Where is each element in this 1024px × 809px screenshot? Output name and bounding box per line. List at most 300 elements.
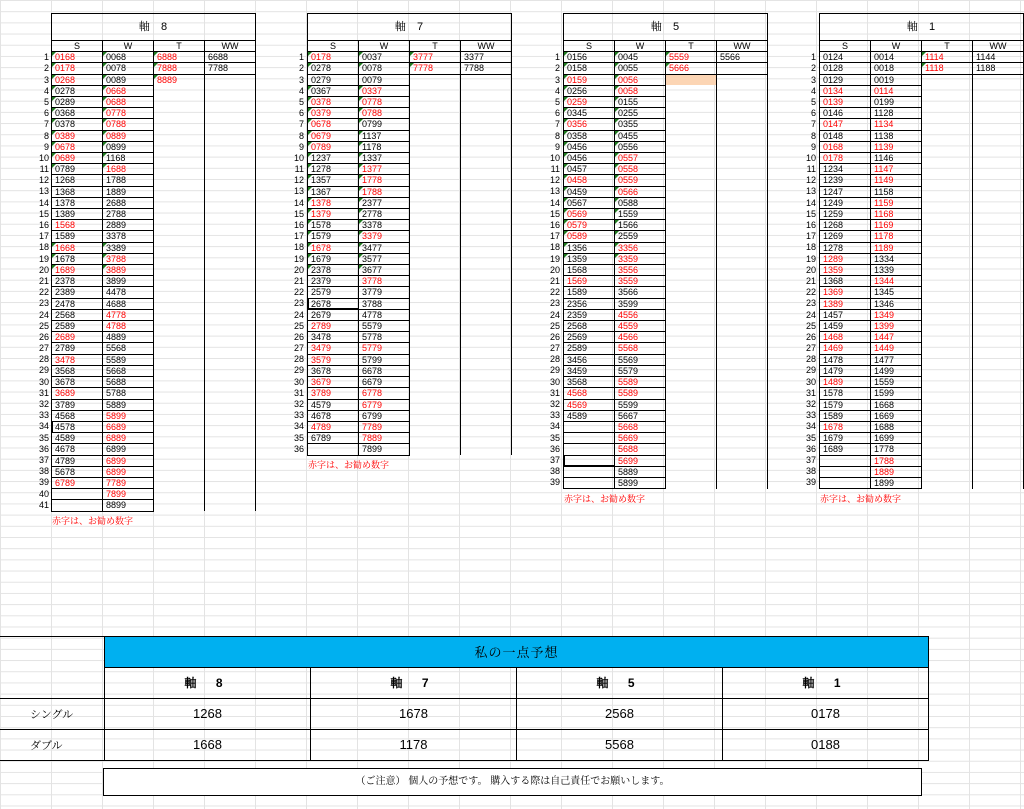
cell[interactable] (973, 399, 1024, 410)
cell[interactable] (461, 153, 512, 164)
cell[interactable]: 3677 (359, 265, 410, 276)
cell[interactable] (205, 119, 256, 130)
cell[interactable] (922, 410, 973, 421)
cell[interactable]: 6689 (103, 421, 154, 432)
row-number[interactable]: 37 (549, 454, 560, 465)
cell[interactable] (461, 220, 512, 231)
cell[interactable] (410, 130, 461, 141)
cell[interactable] (922, 85, 973, 96)
row-number[interactable]: 37 (38, 454, 49, 465)
cell[interactable]: 3556 (615, 265, 666, 276)
cell[interactable] (461, 108, 512, 119)
cell[interactable] (461, 444, 512, 455)
cell[interactable] (410, 276, 461, 287)
cell[interactable] (666, 242, 717, 253)
cell[interactable] (666, 421, 717, 432)
row-number[interactable]: 13 (805, 186, 816, 197)
cell[interactable]: 6779 (359, 399, 410, 410)
cell[interactable]: 5889 (103, 399, 154, 410)
cell[interactable]: 0155 (615, 97, 666, 108)
cell[interactable] (666, 153, 717, 164)
cell[interactable] (205, 354, 256, 365)
cell[interactable]: 3566 (615, 287, 666, 298)
cell[interactable]: 5566 (717, 52, 768, 63)
cell[interactable]: 6688 (205, 52, 256, 63)
cell[interactable] (461, 265, 512, 276)
row-number[interactable]: 33 (38, 410, 49, 421)
cell[interactable]: 4678 (52, 444, 103, 455)
row-number[interactable]: 4 (43, 85, 49, 96)
row-number[interactable]: 22 (805, 287, 816, 298)
row-number[interactable]: 19 (805, 253, 816, 264)
cell[interactable]: 6678 (359, 365, 410, 376)
cell[interactable] (922, 421, 973, 432)
cell[interactable] (922, 354, 973, 365)
cell[interactable] (922, 466, 973, 477)
cell[interactable] (154, 197, 205, 208)
cell[interactable]: 0689 (52, 153, 103, 164)
cell[interactable] (461, 85, 512, 96)
cell[interactable] (973, 85, 1024, 96)
row-number[interactable]: 3 (43, 74, 49, 85)
row-number[interactable]: 31 (293, 387, 304, 398)
row-number[interactable]: 1 (298, 52, 304, 63)
cell[interactable] (154, 209, 205, 220)
cell[interactable] (717, 421, 768, 432)
cell[interactable]: 3577 (359, 253, 410, 264)
cell[interactable] (410, 220, 461, 231)
row-number[interactable]: 2 (554, 63, 560, 74)
cell[interactable]: 1489 (820, 377, 871, 388)
cell[interactable]: 5579 (615, 365, 666, 376)
cell[interactable] (973, 321, 1024, 332)
cell[interactable]: 5699 (615, 455, 666, 466)
cell[interactable]: 0678 (52, 141, 103, 152)
cell[interactable] (922, 343, 973, 354)
cell[interactable] (154, 97, 205, 108)
row-number[interactable]: 9 (810, 141, 816, 152)
row-number[interactable]: 5 (554, 96, 560, 107)
cell[interactable] (205, 365, 256, 376)
cell[interactable]: 6899 (103, 444, 154, 455)
row-number[interactable]: 6 (810, 108, 816, 119)
row-number[interactable]: 17 (38, 231, 49, 242)
cell[interactable]: 0556 (615, 141, 666, 152)
cell[interactable]: 1368 (820, 276, 871, 287)
row-number[interactable]: 20 (293, 264, 304, 275)
cell[interactable] (410, 265, 461, 276)
cell[interactable]: 4789 (308, 421, 359, 432)
cell[interactable] (205, 97, 256, 108)
row-number[interactable]: 18 (549, 242, 560, 253)
row-number[interactable]: 7 (298, 119, 304, 130)
cell[interactable] (410, 298, 461, 309)
cell[interactable] (717, 220, 768, 231)
cell[interactable] (717, 477, 768, 488)
cell[interactable]: 2688 (103, 197, 154, 208)
cell[interactable] (154, 276, 205, 287)
cell[interactable] (973, 433, 1024, 444)
cell[interactable]: 1379 (308, 209, 359, 220)
cell[interactable]: 0778 (359, 97, 410, 108)
cell[interactable] (410, 332, 461, 343)
cell[interactable]: 0045 (615, 52, 666, 63)
cell[interactable] (717, 74, 768, 85)
cell[interactable]: 3899 (103, 276, 154, 287)
cell[interactable] (154, 399, 205, 410)
cell[interactable]: 1149 (871, 175, 922, 186)
cell[interactable]: 5589 (615, 388, 666, 399)
cell[interactable] (717, 242, 768, 253)
cell[interactable] (410, 153, 461, 164)
cell[interactable]: 2568 (52, 309, 103, 320)
cell[interactable]: 0255 (615, 108, 666, 119)
cell[interactable] (205, 186, 256, 197)
cell[interactable]: 7788 (205, 63, 256, 74)
row-number[interactable]: 27 (293, 343, 304, 354)
cell[interactable] (666, 74, 717, 85)
row-number[interactable]: 21 (549, 275, 560, 286)
cell[interactable]: 7778 (410, 63, 461, 74)
cell[interactable]: 0788 (359, 108, 410, 119)
cell[interactable] (717, 209, 768, 220)
row-number[interactable]: 18 (805, 242, 816, 253)
cell[interactable]: 1114 (922, 52, 973, 63)
row-number[interactable]: 4 (810, 85, 816, 96)
cell[interactable] (922, 197, 973, 208)
cell[interactable] (666, 444, 717, 455)
cell[interactable]: 1788 (359, 186, 410, 197)
cell[interactable]: 2589 (564, 343, 615, 354)
cell[interactable]: 1169 (871, 220, 922, 231)
cell[interactable] (154, 489, 205, 500)
cell[interactable] (52, 500, 103, 511)
cell[interactable] (666, 253, 717, 264)
cell[interactable]: 1377 (359, 164, 410, 175)
row-number[interactable]: 24 (549, 309, 560, 320)
cell[interactable]: 2478 (52, 298, 103, 309)
cell[interactable]: 1778 (359, 175, 410, 186)
cell[interactable]: 4568 (52, 410, 103, 421)
cell[interactable] (717, 119, 768, 130)
row-number[interactable]: 28 (549, 354, 560, 365)
cell[interactable] (922, 242, 973, 253)
row-number[interactable]: 36 (38, 443, 49, 454)
cell[interactable] (461, 209, 512, 220)
cell[interactable]: 7899 (359, 444, 410, 455)
cell[interactable]: 1345 (871, 287, 922, 298)
cell[interactable]: 1378 (308, 197, 359, 208)
cell[interactable]: 3678 (308, 365, 359, 376)
cell[interactable] (461, 343, 512, 354)
cell[interactable]: 2778 (359, 209, 410, 220)
cell[interactable] (154, 377, 205, 388)
cell[interactable]: 1569 (564, 276, 615, 287)
cell[interactable] (410, 242, 461, 253)
cell[interactable] (410, 433, 461, 444)
row-number[interactable]: 33 (549, 410, 560, 421)
cell[interactable]: 1268 (52, 175, 103, 186)
row-number[interactable]: 19 (293, 253, 304, 264)
cell[interactable] (922, 399, 973, 410)
cell[interactable] (461, 119, 512, 130)
cell[interactable]: 4589 (564, 410, 615, 421)
row-number[interactable]: 10 (549, 152, 560, 163)
row-number[interactable]: 23 (549, 298, 560, 309)
cell[interactable]: 4589 (52, 433, 103, 444)
cell[interactable]: 3679 (308, 377, 359, 388)
row-number[interactable]: 36 (805, 443, 816, 454)
row-number[interactable]: 29 (549, 365, 560, 376)
cell[interactable] (205, 85, 256, 96)
row-number[interactable]: 35 (293, 432, 304, 443)
cell[interactable]: 7789 (103, 477, 154, 488)
row-number[interactable]: 36 (549, 443, 560, 454)
cell[interactable]: 1147 (871, 164, 922, 175)
cell[interactable] (205, 410, 256, 421)
cell[interactable]: 7889 (359, 433, 410, 444)
cell[interactable] (666, 108, 717, 119)
cell[interactable] (205, 489, 256, 500)
row-number[interactable]: 34 (549, 421, 560, 432)
cell[interactable]: 1788 (103, 175, 154, 186)
cell[interactable]: 4778 (359, 309, 410, 320)
cell[interactable]: 2569 (564, 332, 615, 343)
cell[interactable]: 6778 (359, 388, 410, 399)
cell[interactable] (154, 265, 205, 276)
cell[interactable]: 0178 (52, 63, 103, 74)
cell[interactable]: 0018 (871, 63, 922, 74)
cell[interactable] (717, 332, 768, 343)
cell[interactable] (154, 287, 205, 298)
cell[interactable]: 1237 (308, 153, 359, 164)
cell[interactable] (205, 466, 256, 477)
cell[interactable] (666, 399, 717, 410)
cell[interactable]: 4678 (308, 410, 359, 421)
cell[interactable]: 0146 (820, 108, 871, 119)
cell[interactable] (922, 298, 973, 309)
cell[interactable] (666, 377, 717, 388)
cell[interactable] (922, 130, 973, 141)
cell[interactable] (205, 343, 256, 354)
cell[interactable] (461, 309, 512, 320)
cell[interactable] (717, 365, 768, 376)
cell[interactable] (410, 253, 461, 264)
cell[interactable]: 3378 (359, 220, 410, 231)
cell[interactable] (205, 332, 256, 343)
row-number[interactable]: 35 (549, 432, 560, 443)
cell[interactable] (973, 141, 1024, 152)
cell[interactable] (410, 321, 461, 332)
cell[interactable] (154, 354, 205, 365)
row-number[interactable]: 38 (549, 466, 560, 477)
cell[interactable]: 2789 (308, 321, 359, 332)
cell[interactable]: 0278 (308, 63, 359, 74)
cell[interactable]: 0457 (564, 164, 615, 175)
cell[interactable]: 1178 (359, 141, 410, 152)
row-number[interactable]: 28 (38, 354, 49, 365)
cell[interactable] (461, 388, 512, 399)
cell[interactable]: 1239 (820, 175, 871, 186)
row-number[interactable]: 9 (43, 141, 49, 152)
cell[interactable] (564, 433, 615, 444)
cell[interactable] (717, 108, 768, 119)
cell[interactable] (717, 253, 768, 264)
cell[interactable]: 1477 (871, 354, 922, 365)
cell[interactable]: 1368 (52, 186, 103, 197)
cell[interactable] (154, 220, 205, 231)
cell[interactable] (410, 365, 461, 376)
cell[interactable] (154, 332, 205, 343)
cell[interactable] (922, 455, 973, 466)
cell[interactable]: 4566 (615, 332, 666, 343)
cell[interactable] (922, 74, 973, 85)
cell[interactable] (820, 455, 871, 466)
cell[interactable]: 4578 (52, 421, 103, 432)
cell[interactable] (922, 164, 973, 175)
cell[interactable]: 1678 (52, 253, 103, 264)
cell[interactable] (717, 354, 768, 365)
cell[interactable]: 1349 (871, 309, 922, 320)
cell[interactable] (717, 455, 768, 466)
cell[interactable]: 0289 (52, 97, 103, 108)
row-number[interactable]: 1 (554, 52, 560, 63)
cell[interactable]: 5667 (615, 410, 666, 421)
cell[interactable] (461, 141, 512, 152)
cell[interactable]: 2378 (308, 265, 359, 276)
cell[interactable]: 2689 (52, 332, 103, 343)
cell[interactable]: 1367 (308, 186, 359, 197)
cell[interactable]: 3889 (103, 265, 154, 276)
cell[interactable] (154, 231, 205, 242)
cell[interactable]: 0799 (359, 119, 410, 130)
cell[interactable] (717, 63, 768, 74)
row-number[interactable]: 24 (805, 309, 816, 320)
cell[interactable] (666, 231, 717, 242)
row-number[interactable]: 31 (805, 387, 816, 398)
row-number[interactable]: 30 (293, 376, 304, 387)
row-number[interactable]: 30 (38, 376, 49, 387)
cell[interactable] (461, 253, 512, 264)
cell[interactable] (410, 209, 461, 220)
cell[interactable]: 1579 (820, 399, 871, 410)
cell[interactable]: 0368 (52, 108, 103, 119)
cell[interactable] (461, 321, 512, 332)
cell[interactable] (973, 97, 1024, 108)
cell[interactable] (205, 309, 256, 320)
cell[interactable] (564, 477, 615, 488)
row-number[interactable]: 14 (549, 197, 560, 208)
cell[interactable]: 0124 (820, 52, 871, 63)
row-number[interactable]: 26 (805, 331, 816, 342)
cell[interactable] (666, 309, 717, 320)
cell[interactable]: 1356 (564, 242, 615, 253)
cell[interactable] (154, 410, 205, 421)
cell[interactable]: 0678 (308, 119, 359, 130)
cell[interactable]: 3377 (461, 52, 512, 63)
cell[interactable] (717, 410, 768, 421)
row-number[interactable]: 22 (38, 287, 49, 298)
row-number[interactable]: 32 (805, 399, 816, 409)
cell[interactable]: 0129 (820, 74, 871, 85)
cell[interactable]: 1359 (820, 265, 871, 276)
cell[interactable] (717, 231, 768, 242)
cell[interactable] (410, 421, 461, 432)
cell[interactable]: 3456 (564, 354, 615, 365)
cell[interactable]: 0558 (615, 164, 666, 175)
cell[interactable] (973, 477, 1024, 488)
row-number[interactable]: 15 (549, 208, 560, 219)
cell[interactable] (564, 455, 615, 466)
cell[interactable]: 1346 (871, 298, 922, 309)
cell[interactable]: 1268 (820, 220, 871, 231)
cell[interactable]: 0379 (308, 108, 359, 119)
row-number[interactable]: 33 (293, 410, 304, 421)
cell[interactable]: 7888 (154, 63, 205, 74)
cell[interactable]: 2359 (564, 309, 615, 320)
cell[interactable]: 3389 (103, 242, 154, 253)
cell[interactable] (410, 388, 461, 399)
cell[interactable] (154, 500, 205, 511)
row-number[interactable]: 18 (293, 242, 304, 253)
cell[interactable] (461, 130, 512, 141)
cell[interactable]: 4788 (103, 321, 154, 332)
row-number[interactable]: 10 (38, 152, 49, 163)
cell[interactable] (922, 231, 973, 242)
cell[interactable] (922, 388, 973, 399)
cell[interactable]: 1699 (871, 433, 922, 444)
cell[interactable]: 5599 (615, 399, 666, 410)
row-number[interactable]: 10 (293, 152, 304, 163)
row-number[interactable]: 37 (805, 454, 816, 465)
row-number[interactable]: 15 (805, 208, 816, 219)
cell[interactable] (973, 377, 1024, 388)
cell[interactable]: 1289 (820, 253, 871, 264)
cell[interactable]: 0178 (820, 153, 871, 164)
cell[interactable] (973, 410, 1024, 421)
cell[interactable] (461, 421, 512, 432)
cell[interactable]: 7789 (359, 421, 410, 432)
cell[interactable] (461, 365, 512, 376)
cell[interactable]: 6889 (103, 433, 154, 444)
cell[interactable]: 1589 (564, 287, 615, 298)
cell[interactable]: 4568 (564, 388, 615, 399)
cell[interactable]: 3477 (359, 242, 410, 253)
cell[interactable] (922, 108, 973, 119)
cell[interactable]: 1369 (820, 287, 871, 298)
cell[interactable]: 5799 (359, 354, 410, 365)
cell[interactable]: 0147 (820, 119, 871, 130)
cell[interactable] (922, 175, 973, 186)
row-number[interactable]: 24 (38, 309, 49, 320)
cell[interactable] (666, 209, 717, 220)
cell[interactable] (461, 354, 512, 365)
row-number[interactable]: 41 (38, 499, 49, 510)
row-number[interactable]: 3 (554, 74, 560, 85)
cell[interactable] (154, 466, 205, 477)
cell[interactable]: 6888 (154, 52, 205, 63)
cell[interactable] (973, 332, 1024, 343)
cell[interactable] (973, 74, 1024, 85)
row-number[interactable]: 17 (293, 231, 304, 242)
cell[interactable] (154, 365, 205, 376)
cell[interactable] (717, 164, 768, 175)
cell[interactable]: 1168 (103, 153, 154, 164)
cell[interactable]: 5589 (103, 354, 154, 365)
row-number[interactable]: 7 (810, 119, 816, 130)
cell[interactable] (564, 466, 615, 477)
row-number[interactable]: 18 (38, 242, 49, 253)
